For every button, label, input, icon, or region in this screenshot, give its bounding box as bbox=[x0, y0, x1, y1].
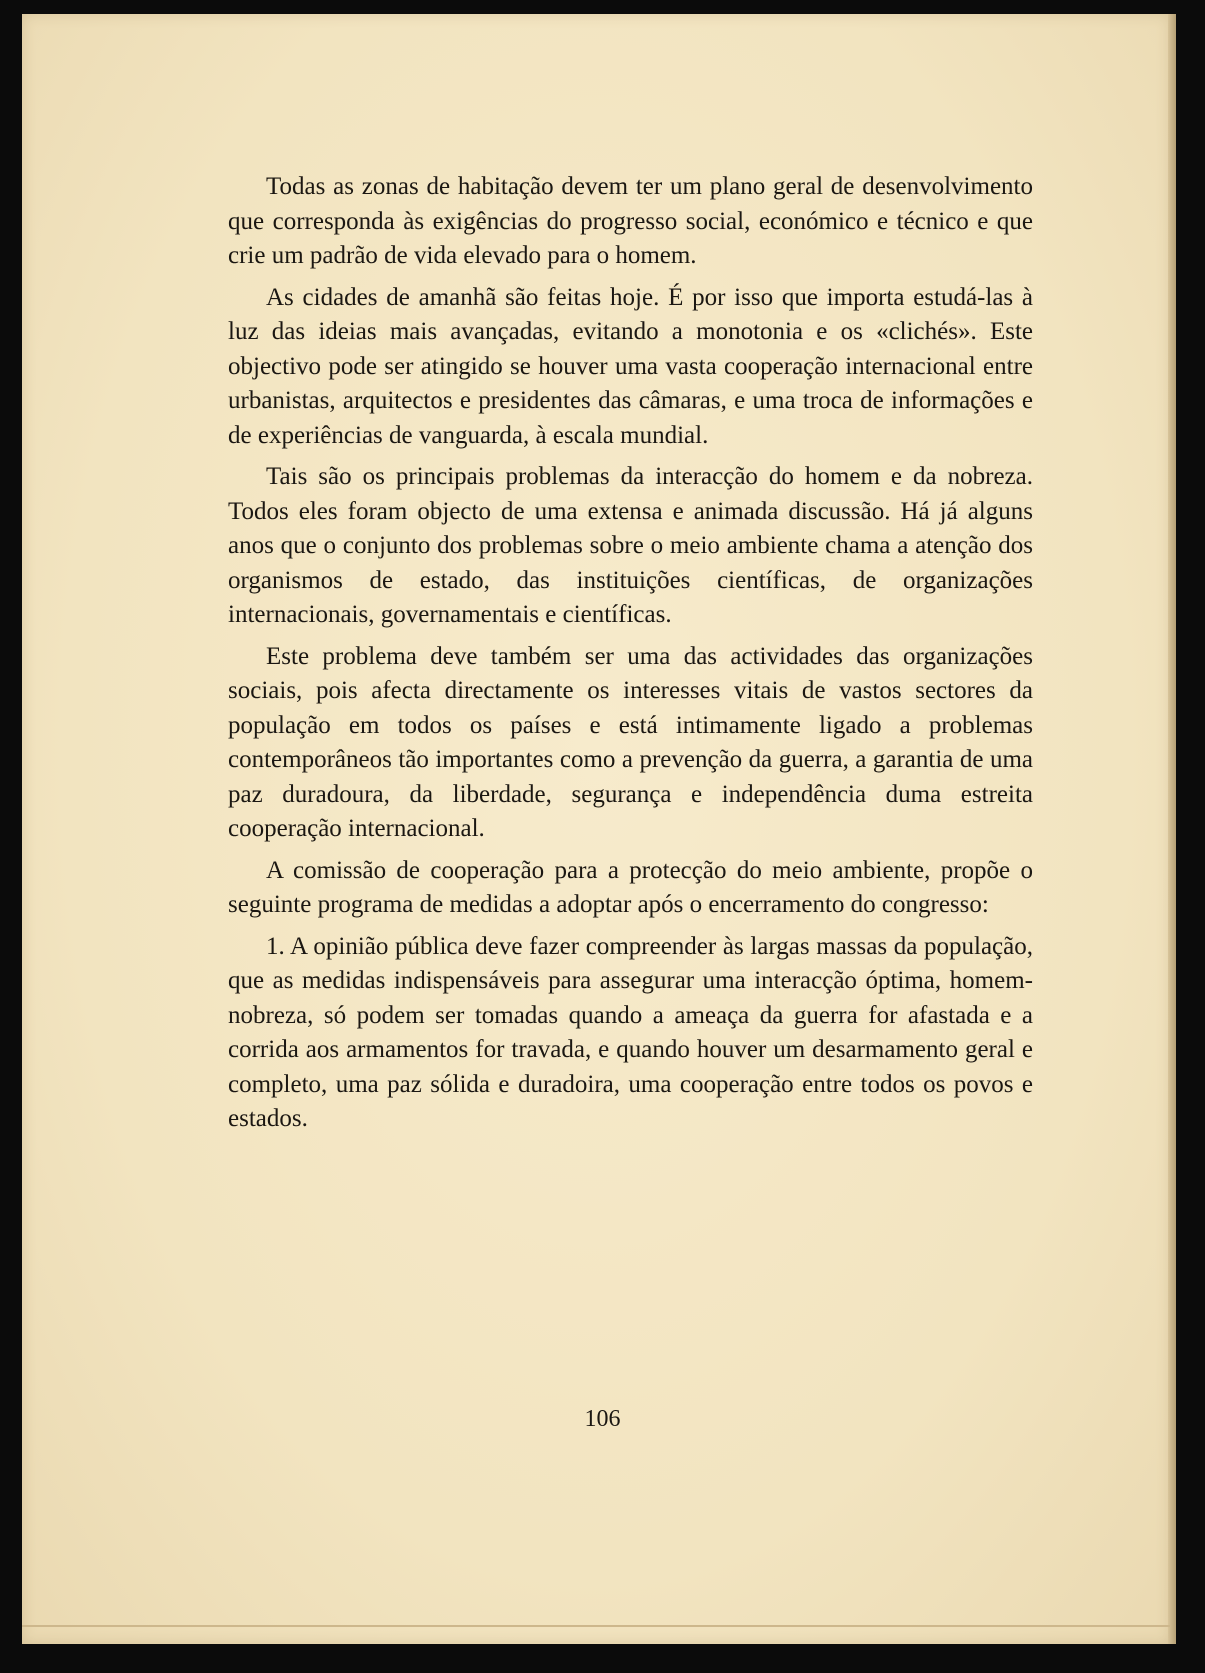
body-text bbox=[228, 170, 1033, 1144]
paragraph-2: As cidades de amanhã são feitas hoje. É por isso que importa estudá-las à luz das ideias mais avançadas, evitando a monotonia e os «clichés». Este objectivo pode ser atingido se houver uma vasta cooperação internacional entre urbanistas, arquitectos e presidentes das câmaras, e uma troca de informações e de experiências de vanguarda, à escala mundial. bbox=[228, 283, 1033, 449]
paragraph-3: Tais são os principais problemas da interacção do homem e da nobreza. Todos eles foram objecto de uma extensa e animada discussão. Há já alguns anos que o conjunto dos problemas sobre o meio ambiente chama a atenção dos organismos de estado, das instituições científicas, de organizações internacionais, governamentais e científicas. bbox=[228, 463, 1033, 628]
paragraph-4: Este problema deve também ser uma das actividades das organizações sociais, pois afecta directamente os interesses vitais de vastos sectores da população em todos os países e está intimamente ligado a problemas contemporâneos tão importantes como a prevenção da guerra, a garantia de uma paz duradoura, da liberdade, segurança e independência duma estreita cooperação internacional. bbox=[228, 642, 1033, 842]
paragraph-1: Todas as zonas de habitação devem ter um plano geral de desenvolvimento que corresponda às exigências do progresso social, económico e técnico e que crie um padrão de vida elevado para o homem. bbox=[228, 173, 1033, 269]
page-bottom-edge bbox=[22, 1625, 1170, 1627]
paragraph-6: 1. A opinião pública deve fazer compreender às largas massas da população, que as medidas indispensáveis para assegurar uma interacção óptima, homem-nobreza, só podem ser tomadas quando a ameaça da guerra for afastada e a corrida aos armamentos for travada, e quando houver um desarmamento geral e completo, uma paz sólida e duradoira, uma cooperação entre todos os povos e estados. bbox=[228, 932, 1033, 1132]
page-number: 106 bbox=[584, 1406, 621, 1432]
page-edge bbox=[1168, 14, 1176, 1644]
paragraph-5: A comissão de cooperação para a protecção do meio ambiente, propõe o seguinte programa de medidas a adoptar após o encerramento do congresso: bbox=[228, 856, 1033, 918]
